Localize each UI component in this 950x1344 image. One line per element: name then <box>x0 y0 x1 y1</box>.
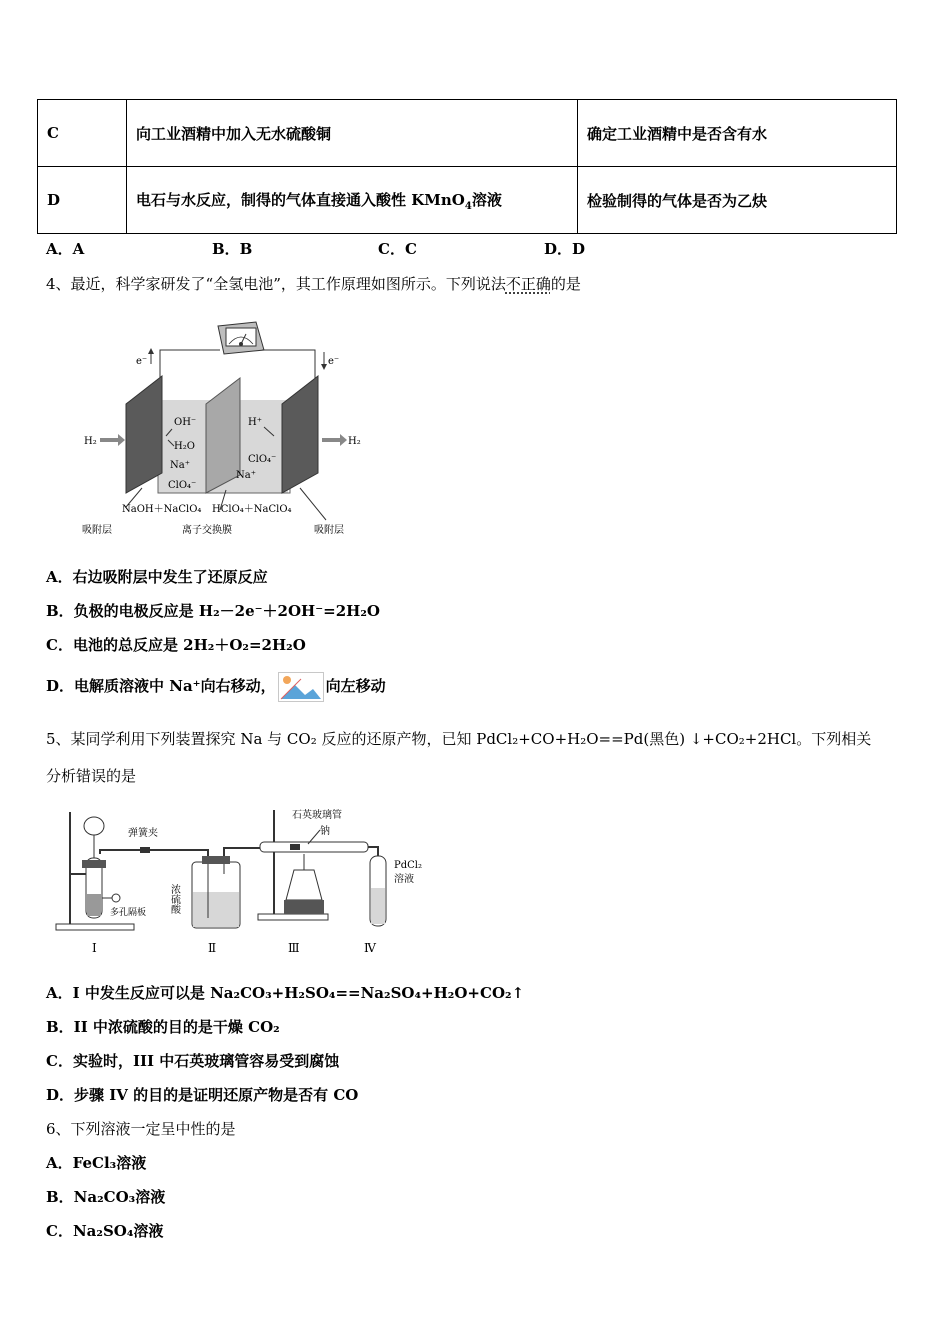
q4-option-b[interactable]: B．负极的电极反应是 H₂－2e⁻＋2OH⁻=2H₂O <box>46 602 380 620</box>
label-solution-right: HClO₄＋NaClO₄ <box>212 504 292 515</box>
quartz-tube <box>260 842 368 852</box>
label-clo4-left: ClO₄⁻ <box>168 480 197 491</box>
label-sodium: 钠 <box>320 826 330 837</box>
apparatus-figure <box>52 804 432 960</box>
broken-image-icon <box>278 672 324 702</box>
q3-option-d[interactable]: D．D <box>544 240 586 258</box>
q3-option-a[interactable]: A．A <box>46 240 85 258</box>
q4-option-d-post: 向左移动 <box>325 677 386 695</box>
label-pdcl2: PdCl₂ <box>394 860 422 871</box>
label-h2-out: H₂ <box>348 436 361 447</box>
row-purpose: 检验制得的气体是否为乙炔 <box>578 167 897 234</box>
label-h2-in: H₂ <box>84 436 97 447</box>
label-clo4-right: ClO₄⁻ <box>248 454 277 465</box>
q6-option-b[interactable]: B．Na₂CO₃溶液 <box>46 1188 166 1206</box>
q6-option-c[interactable]: C．Na₂SO₄溶液 <box>46 1222 164 1240</box>
label-n2: Ⅱ <box>208 941 217 955</box>
q4-option-d-pre: D．电解质溶液中 Na⁺向右移动， <box>46 677 276 695</box>
q5-option-d[interactable]: D．步骤 IV 的目的是证明还原产物是否有 CO <box>46 1086 359 1104</box>
label-membrane: 离子交换膜 <box>182 525 232 536</box>
table-row <box>38 167 897 234</box>
arrow-right-icon <box>118 434 125 446</box>
q5-option-a[interactable]: A．I 中发生反应可以是 Na₂CO₃+H₂SO₄==Na₂SO₄+H₂O+CO₂↑ <box>46 984 525 1002</box>
row-purpose: 确定工业酒精中是否含有水 <box>578 100 897 167</box>
q4-stem-end: 的是 <box>550 275 581 293</box>
row-label: D <box>38 167 127 234</box>
q5-option-c[interactable]: C．实验时，III 中石英玻璃管容易受到腐蚀 <box>46 1052 340 1070</box>
label-acid: 浓硫酸 <box>168 884 180 914</box>
right-adsorption-layer <box>282 376 318 493</box>
q4-option-c[interactable]: C．电池的总反应是 2H₂＋O₂=2H₂O <box>46 636 306 654</box>
row-label: C <box>38 100 127 167</box>
label-n1: Ⅰ <box>92 941 97 955</box>
row-operation-post: 溶液 <box>471 190 502 209</box>
q5-stem-line1: 5、某同学利用下列装置探究 Na 与 CO₂ 反应的还原产物，已知 PdCl₂+CO+H₂O==Pd(黑色) ↓+CO₂+2HCl。下列相关 <box>46 730 872 748</box>
funnel-icon <box>84 817 104 835</box>
ion-exchange-membrane <box>206 378 240 493</box>
label-n4: Ⅳ <box>364 941 376 955</box>
label-adsorb-left: 吸附层 <box>82 525 112 536</box>
label-plate: 多孔隔板 <box>110 908 147 918</box>
label-oh: OH⁻ <box>174 417 197 428</box>
burner-icon <box>286 870 322 900</box>
galvanometer-icon <box>218 322 264 354</box>
label-e-left: e⁻ <box>136 356 148 367</box>
q3-options <box>46 238 585 259</box>
q3-table <box>37 99 897 234</box>
table-row <box>38 100 897 167</box>
q5-stem-line2: 分析错误的是 <box>46 767 137 785</box>
left-adsorption-layer <box>126 376 162 493</box>
clamp-icon <box>140 847 150 853</box>
label-clamp: 弹簧夹 <box>128 828 158 839</box>
label-na-right: Na⁺ <box>236 470 256 481</box>
q4-stem <box>46 273 581 294</box>
label-h2o: H₂O <box>174 441 195 452</box>
label-quartz: 石英玻璃管 <box>292 810 342 821</box>
q5-option-b[interactable]: B．II 中浓硫酸的目的是干燥 CO₂ <box>46 1018 280 1036</box>
q6-option-a[interactable]: A．FeCl₃溶液 <box>46 1154 147 1172</box>
q3-option-c[interactable]: C．C <box>378 240 417 258</box>
q4-option-a[interactable]: A．右边吸附层中发生了还原反应 <box>46 568 268 586</box>
label-h-plus: H⁺ <box>248 417 262 428</box>
q4-option-d[interactable] <box>46 672 386 702</box>
q6-stem: 6、下列溶液一定呈中性的是 <box>46 1120 236 1138</box>
q3-option-b[interactable]: B．B <box>212 240 253 258</box>
label-na-left: Na⁺ <box>170 460 190 471</box>
label-e-right: e⁻ <box>328 356 340 367</box>
label-n3: Ⅲ <box>288 941 300 955</box>
row-operation-pre: 电石与水反应，制得的气体直接通入酸性 KMnO <box>136 190 465 209</box>
label-adsorb-right: 吸附层 <box>314 525 344 536</box>
label-solution-left: NaOH＋NaClO₄ <box>122 504 202 515</box>
row-operation: 向工业酒精中加入无水硫酸铜 <box>127 100 578 167</box>
arrow-right-icon <box>340 434 347 446</box>
q4-stem-emphasis: 不正确 <box>505 275 551 293</box>
row-operation-sub: 4 <box>464 200 472 212</box>
q4-stem-text: 4、最近，科学家研发了“全氢电池”，其工作原理如图所示。下列说法 <box>46 275 506 293</box>
row-operation <box>127 167 578 234</box>
hydrogen-battery-figure <box>78 312 368 542</box>
label-solution: 溶液 <box>394 874 414 885</box>
